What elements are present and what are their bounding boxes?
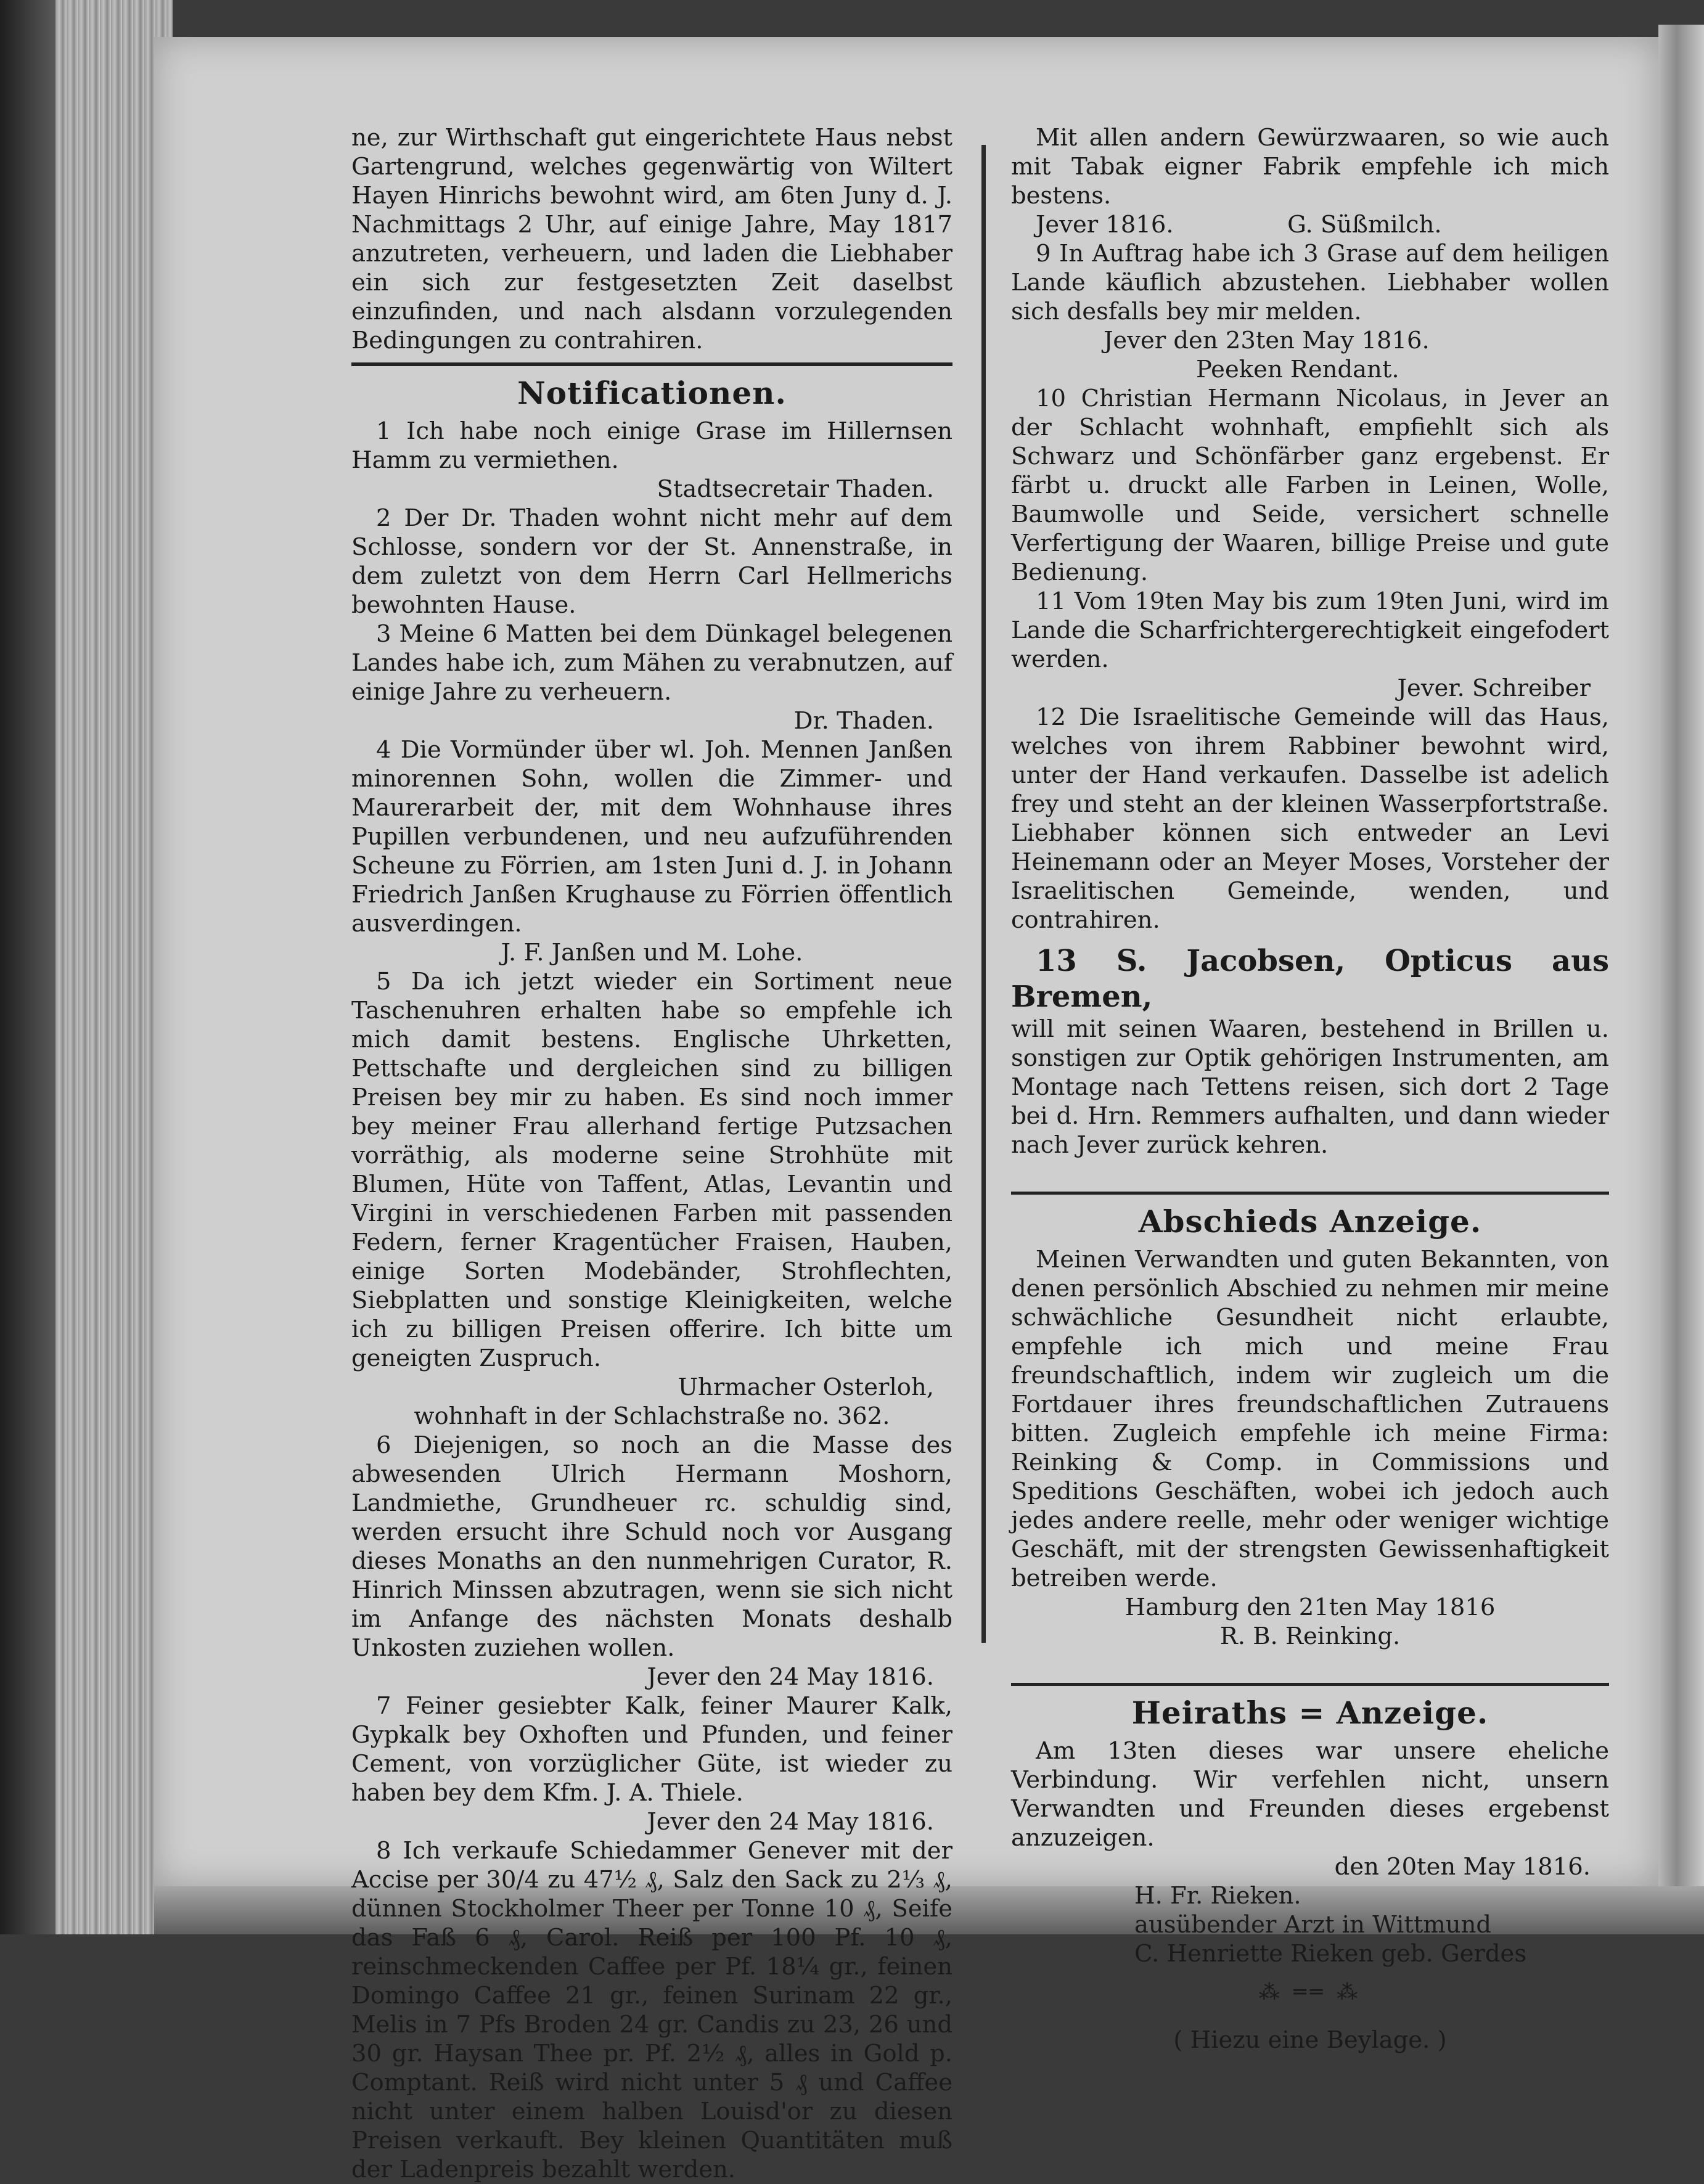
notice-9: 9 In Auftrag habe ich 3 Grase auf dem heiligen Lande käuflich abzustehen. Liebhaber wollen sich desfalls bey mir melden. [1011, 240, 1609, 325]
abschied-text: Meinen Verwandten und guten Bekannten, von denen persönlich Abschied zu nehmen mir meine schwächliche Gesundheit nicht erlaubte, empfehle ich mich und meine Frau freundschaftlich, indem wir zugleich um die Fortdauer ihres freundschaftlichen Zutrauens bitten. Zugleich empfehle ich meine Firma: Reinking & Comp. in Commissions und Speditions Geschäften, wobei ich jedoch auch jedes andere reelle, mehr oder weniger wichtige Geschäft, mit der strengsten Gewissenhaftigkeit betreiben werde. [1011, 1246, 1609, 1592]
right-column [1011, 123, 1609, 2055]
heirath-signature-bride: C. Henriette Rieken geb. Gerdes [1134, 1940, 1527, 1968]
notice-9-signature: Peeken Rendant. [1196, 356, 1399, 383]
notice-4-signature: J. F. Janßen und M. Lohe. [501, 939, 803, 967]
notice-5-signature-address: wohnhaft in der Schlachstraße no. 362. [414, 1402, 890, 1430]
section-rule-abschied [1011, 1192, 1609, 1195]
book-binding-shadow [0, 0, 55, 1934]
notice-6: 6 Diejenigen, so noch an die Masse des abwesenden Ulrich Hermann Moshorn, Landmiethe, Grundheuer rc. schuldig sind, werden ersucht ihre Schuld noch vor Ausgang dieses Monaths an den nunmehrigen Curator, R. Hinrich Minssen abzutragen, wenn sie sich nicht im Anfange des nächsten Monats deshalb Unkosten zuziehen wollen. [351, 1431, 952, 1662]
notice-8: 8 Ich verkaufe Schiedammer Genever mit der Accise per 30/4 zu 47½ ₰, Salz den Sack zu 2⅓ ₰, dünnen Stockholmer Theer per Tonne 10 ₰, Seife das Faß 6 ₰, Carol. Reiß per 100 Pf. 10 ₰, reinschmeckenden Caffee per Pf. 18¼ gr., feinen Domingo Caffee 21 gr., feinen Surinam 22 gr., Melis in 7 Pfs Broden 24 gr. Candis zu 23, 26 und 30 gr. Haysan Thee pr. Pf. 2½ ₰, alles in Gold p. Comptant. Reiß wird nicht unter 5 ₰ und Caffee nicht unter einem halben Louisd'or zu diesen Preisen verkauft. Bey kleinen Quantitäten muß der Ladenpreis bezahlt werden. [351, 1837, 952, 2183]
notice-3-signature: Dr. Thaden. [793, 707, 934, 735]
notice-1-signature: Stadtsecretair Thaden. [657, 475, 934, 503]
notice-9-date: Jever den 23ten May 1816. [1104, 327, 1430, 354]
notice-2: 2 Der Dr. Thaden wohnt nicht mehr auf dem Schlosse, sondern vor der St. Annenstraße, in dem zuletzt von dem Herrn Carl Hellmerichs bewohnten Hause. [351, 504, 952, 619]
notice-4: 4 Die Vormünder über wl. Joh. Mennen Janßen minorennen Sohn, wollen die Zimmer- und Maurerarbeit der, mit dem Wohnhause ihres Pupillen verbundenen, und neu aufzuführenden Scheune zu Förrien, am 1sten Juni d. J. in Johann Friedrich Janßen Krughause zu Förrien öffentlich ausverdingen. [351, 736, 952, 938]
ornament-divider: ⁂ ══ ⁂ [1258, 1980, 1362, 2005]
notice-3: 3 Meine 6 Matten bei dem Dünkagel belegenen Landes habe ich, zum Mähen zu verabnutzen, auf einige Jahre zu verheuern. [351, 620, 952, 706]
notice-5-signature: Uhrmacher Osterloh, [678, 1373, 934, 1401]
left-column [351, 123, 952, 2184]
notice-11: 11 Vom 19ten May bis zum 19ten Juni, wird im Lande die Scharfrichtergerechtigkeit eingefodert werden. [1011, 587, 1609, 673]
notice-12: 12 Die Israelitische Gemeinde will das Haus, welches von ihrem Rabbiner bewohnt wird, unter der Hand verkaufen. Dasselbe ist adelich frey und steht an der kleinen Wasserpfortstraße. Liebhaber können sich entweder an Levi Heinemann oder an Meyer Moses, Vorsteher der Israelitischen Gemeinde, wenden, und contrahiren. [1011, 703, 1609, 934]
beylage-note: ( Hiezu eine Beylage. ) [1173, 2026, 1447, 2054]
section-rule [351, 362, 952, 366]
abschied-signature: R. B. Reinking. [1219, 1622, 1401, 1650]
notice-7-signature: Jever den 24 May 1816. [647, 1808, 934, 1836]
section-heading-abschied: Abschieds Anzeige. [1138, 1203, 1482, 1240]
notice-6-signature: Jever den 24 May 1816. [647, 1663, 934, 1691]
section-rule-heirath [1011, 1683, 1609, 1686]
notice-11-signature: Jever. Schreiber [1397, 674, 1591, 702]
heirath-text: Am 13ten dieses war unsere eheliche Verbindung. Wir verfehlen nicht, unsern Verwandten und Freunden dieses ergebenst anzuzeigen. [1011, 1737, 1609, 1852]
continued-signature-line [1011, 210, 1609, 239]
section-heading-heirath: Heiraths = Anzeige. [1131, 1695, 1489, 1731]
heirath-signature-profession: ausübender Arzt in Wittmund [1134, 1911, 1492, 1939]
heirath-signature-groom: H. Fr. Rieken. [1134, 1882, 1301, 1910]
notice-7: 7 Feiner gesiebter Kalk, feiner Maurer Kalk, Gypkalk bey Oxhoften und Pfunden, und feiner Cement, von vorzüglicher Güte, ist wieder zu haben bey dem Kfm. J. A. Thiele. [351, 1692, 952, 1807]
abschied-place-date: Hamburg den 21ten May 1816 [1124, 1593, 1496, 1621]
right-page-edge [1658, 25, 1704, 1911]
continued-paragraph: Mit allen andern Gewürzwaaren, so wie auch mit Tabak eigner Fabrik empfehle ich mich bestens. [1011, 124, 1609, 210]
continued-signature-name: G. Süßmilch. [1287, 211, 1442, 239]
column-divider [981, 145, 986, 1643]
continued-signature-place: Jever 1816. [1036, 211, 1174, 239]
heirath-date: den 20ten May 1816. [1334, 1853, 1591, 1881]
notice-13: will mit seinen Waaren, bestehend in Brillen u. sonstigen zur Optik gehörigen Instrumenten, am Montage nach Tettens reisen, sich dort 2 Tage bei d. Hrn. Remmers aufhalten, und dann wieder nach Jever zurück kehren. [1011, 1015, 1609, 1159]
notice-1: 1 Ich habe noch einige Grase im Hillernsen Hamm zu vermiethen. [351, 417, 952, 474]
notice-13-heading: 13 S. Jacobsen, Opticus aus Bremen, [1011, 944, 1609, 1014]
notice-10: 10 Christian Hermann Nicolaus, in Jever an der Schlacht wohnhaft, empfiehlt sich als Schwarz und Schönfärber ganz ergebenst. Er färbt u. druckt alle Farben in Leinen, Wolle, Baumwolle und Seide, versichert schnelle Verfertigung der Waaren, billige Preise und gute Bedienung. [1011, 385, 1609, 586]
notice-5: 5 Da ich jetzt wieder ein Sortiment neue Taschenuhren erhalten habe so empfehle ich mich damit bestens. Englische Uhrketten, Pettschafte und dergleichen sind zu billigen Preisen bey mir zu haben. Es sind noch immer bey meiner Frau allerhand fertige Putzsachen vorräthig, als moderne seine Strohhüte mit Blumen, Hüte von Taffent, Atlas, Levantin und Virgini in verschiedenen Farben mit passenden Federn, ferner Kragentücher Fraisen, Hauben, einige Sorten Modebänder, Strohflechten, Siebplatten und sonstige Kleinigkeiten, welche ich zu billigen Preisen offerire. Ich bitte um geneigten Zuspruch. [351, 968, 952, 1372]
section-heading-notificationen: Notificationen. [517, 375, 787, 411]
intro-paragraph: ne, zur Wirthschaft gut eingerichtete Haus nebst Gartengrund, welches gegenwärtig von Wiltert Hayen Hinrichs bewohnt wird, am 6ten Juny d. J. Nachmittags 2 Uhr, auf einige Jahre, May 1817 anzutreten, verheuern, und laden die Liebhaber ein sich zur festgesetzten Zeit daselbst einzufinden, und nach alsdann vorzulegenden Bedingungen zu contrahiren. [351, 124, 952, 354]
